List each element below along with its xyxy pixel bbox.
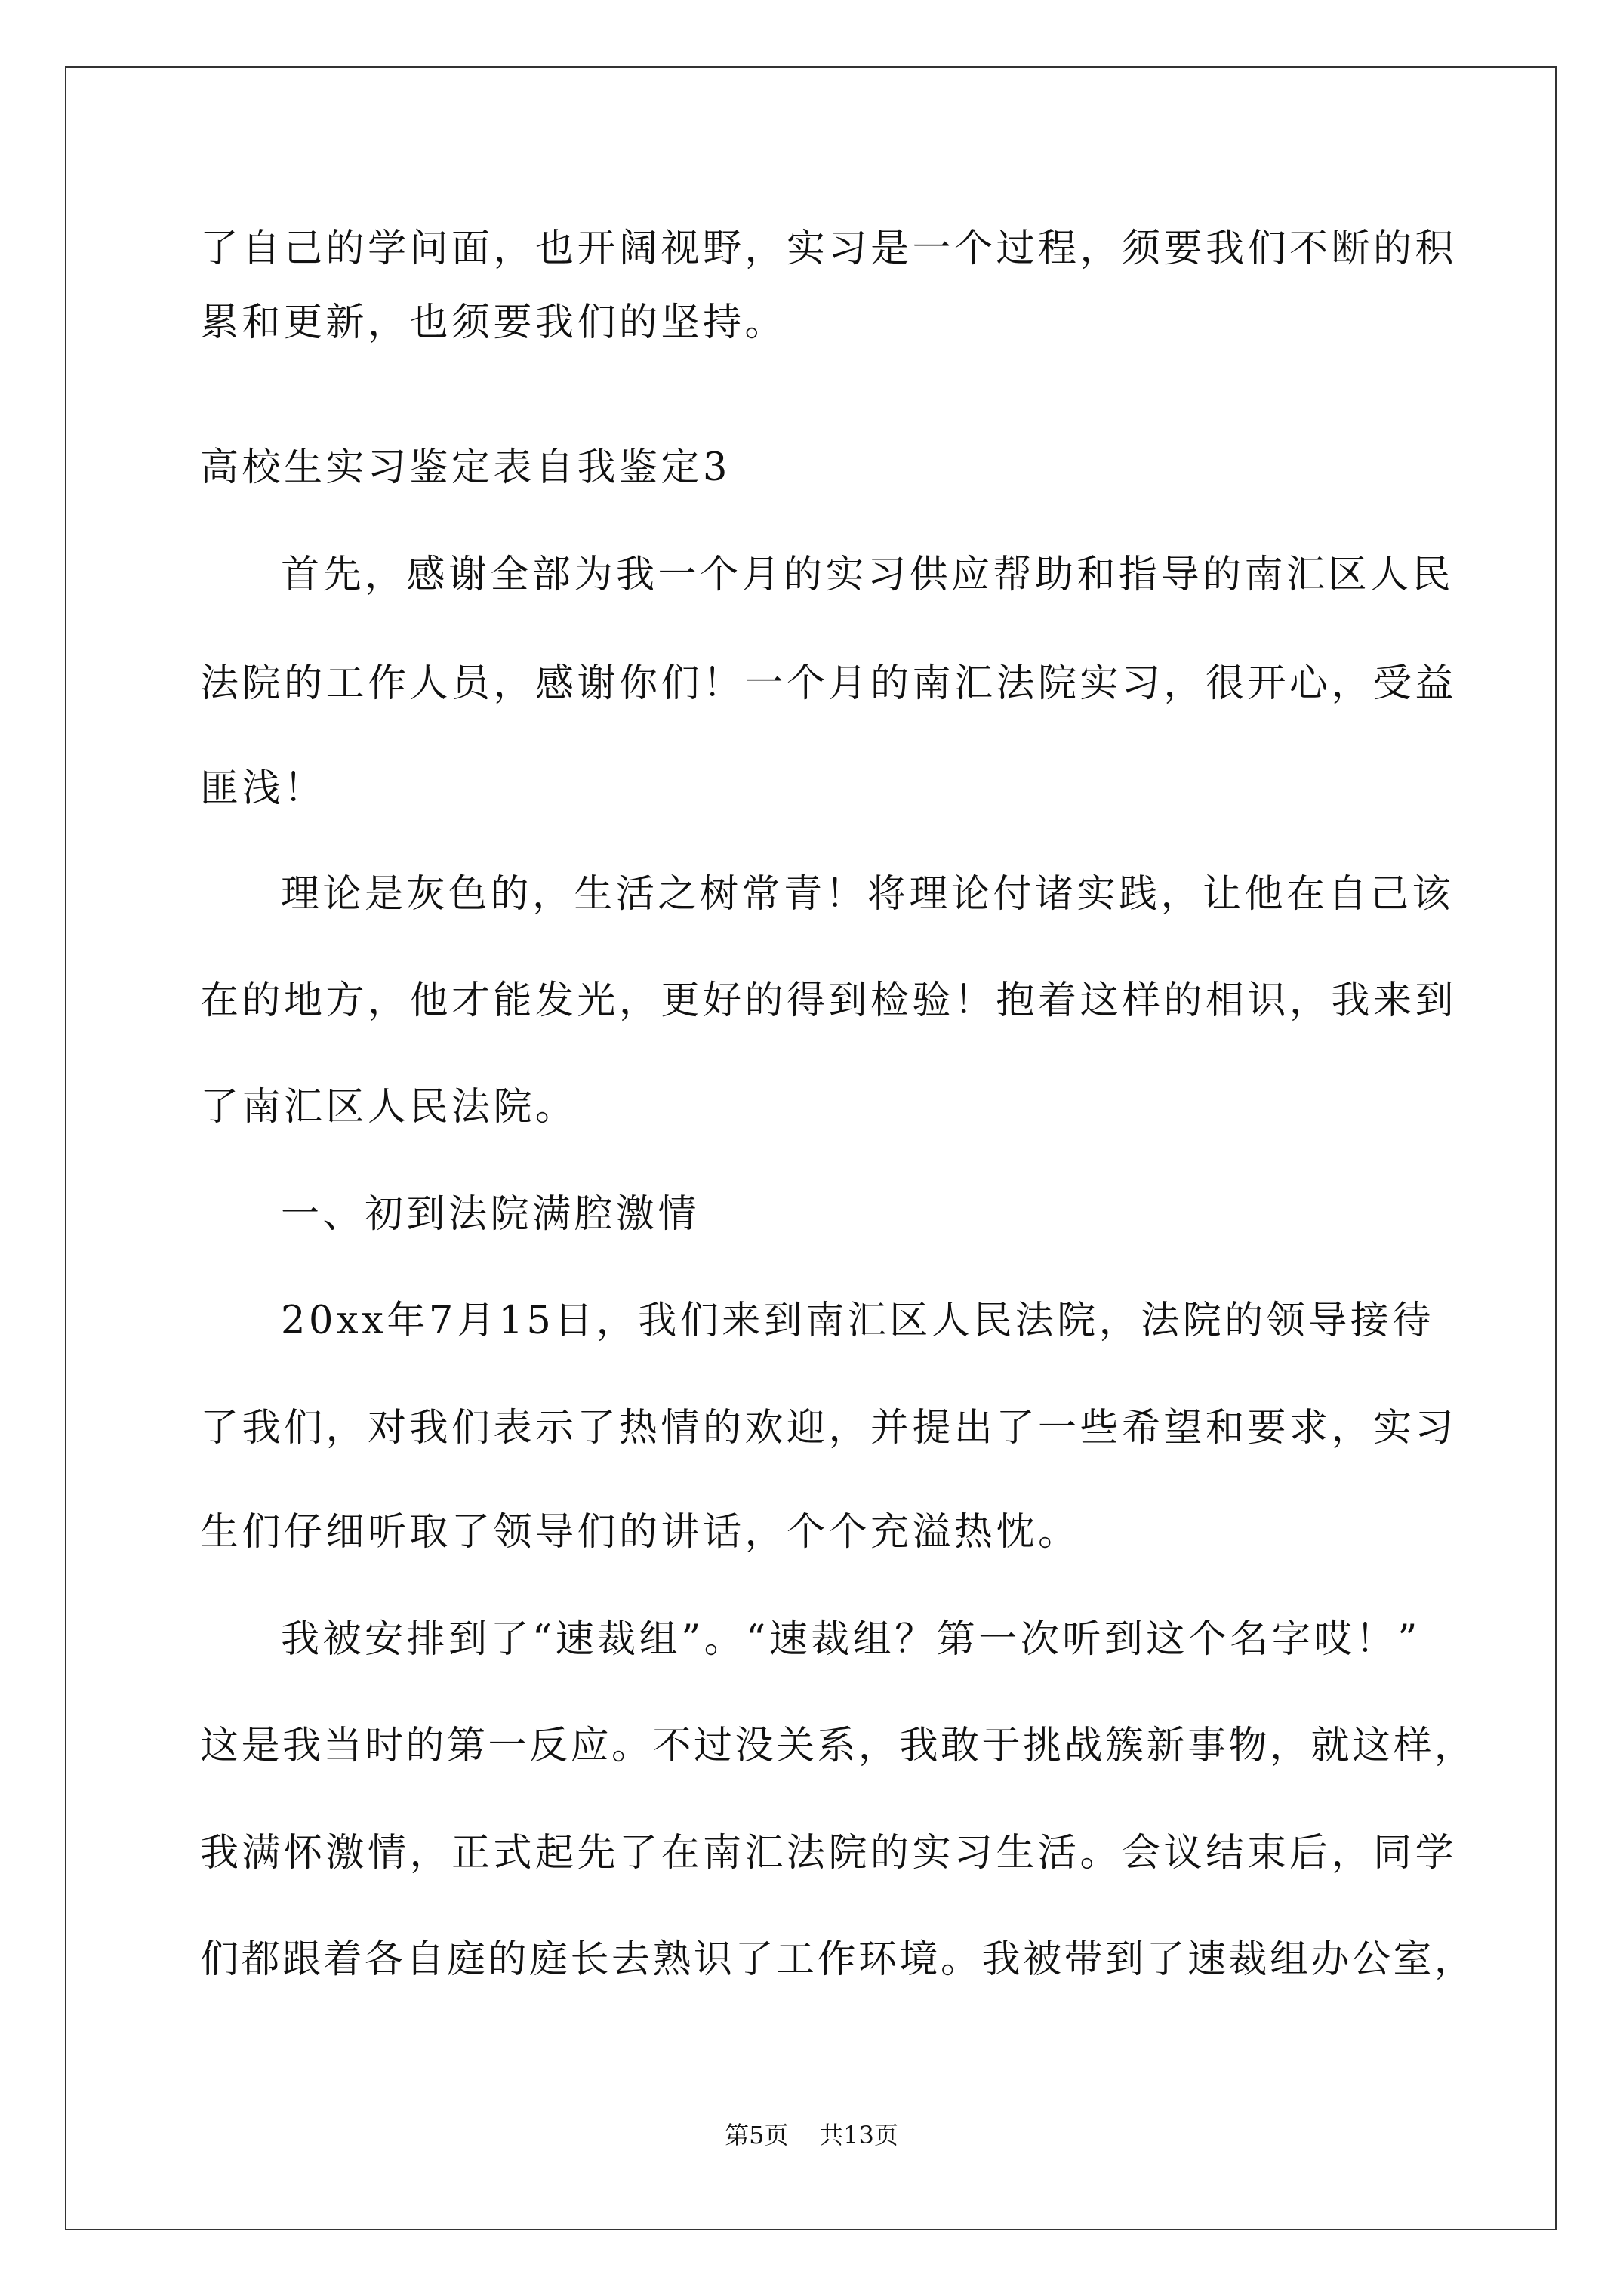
body-line: 匪浅！ (200, 766, 326, 811)
body-line: 理论是灰色的，生活之树常青！将理论付诸实践，让他在自己该 (281, 872, 1455, 917)
body-line: 了我们，对我们表示了热情的欢迎，并提出了一些希望和要求，实习 (200, 1406, 1458, 1450)
body-line: 首先，感谢全部为我一个月的实习供应帮助和指导的南汇区人民 (281, 553, 1455, 597)
body-line: 了自己的学问面，也开阔视野，实习是一个过程，须要我们不断的积 (200, 227, 1458, 271)
body-line: 我满怀激情，正式起先了在南汇法院的实习生活。会议结束后，同学 (200, 1831, 1458, 1875)
body-line: 我被安排到了“速裁组”。“速裁组？第一次听到这个名字哎！” (281, 1617, 1421, 1662)
body-line: 20xx年7月15日，我们来到南汇区人民法院，法院的领导接待 (281, 1299, 1434, 1343)
section-heading: 高校生实习鉴定表自我鉴定3 (200, 445, 731, 490)
subsection-heading: 一、初到法院满腔激情 (281, 1192, 701, 1237)
body-line: 法院的工作人员，感谢你们！一个月的南汇法院实习，很开心，受益 (200, 661, 1458, 706)
body-line: 生们仔细听取了领导们的讲话，个个充溢热忱。 (200, 1510, 1080, 1555)
body-line: 这是我当时的第一反应。不过没关系，我敢于挑战簇新事物，就这样， (200, 1724, 1476, 1768)
page-number: 第5页 共13页 (725, 2121, 898, 2150)
body-line: 了南汇区人民法院。 (200, 1085, 577, 1130)
body-line: 累和更新，也须要我们的坚持。 (200, 300, 787, 345)
body-line: 在的地方，他才能发光，更好的得到检验！抱着这样的相识，我来到 (200, 978, 1458, 1023)
body-line: 们都跟着各自庭的庭长去熟识了工作环境。我被带到了速裁组办公室， (200, 1937, 1476, 1982)
page-border (65, 66, 1557, 2230)
